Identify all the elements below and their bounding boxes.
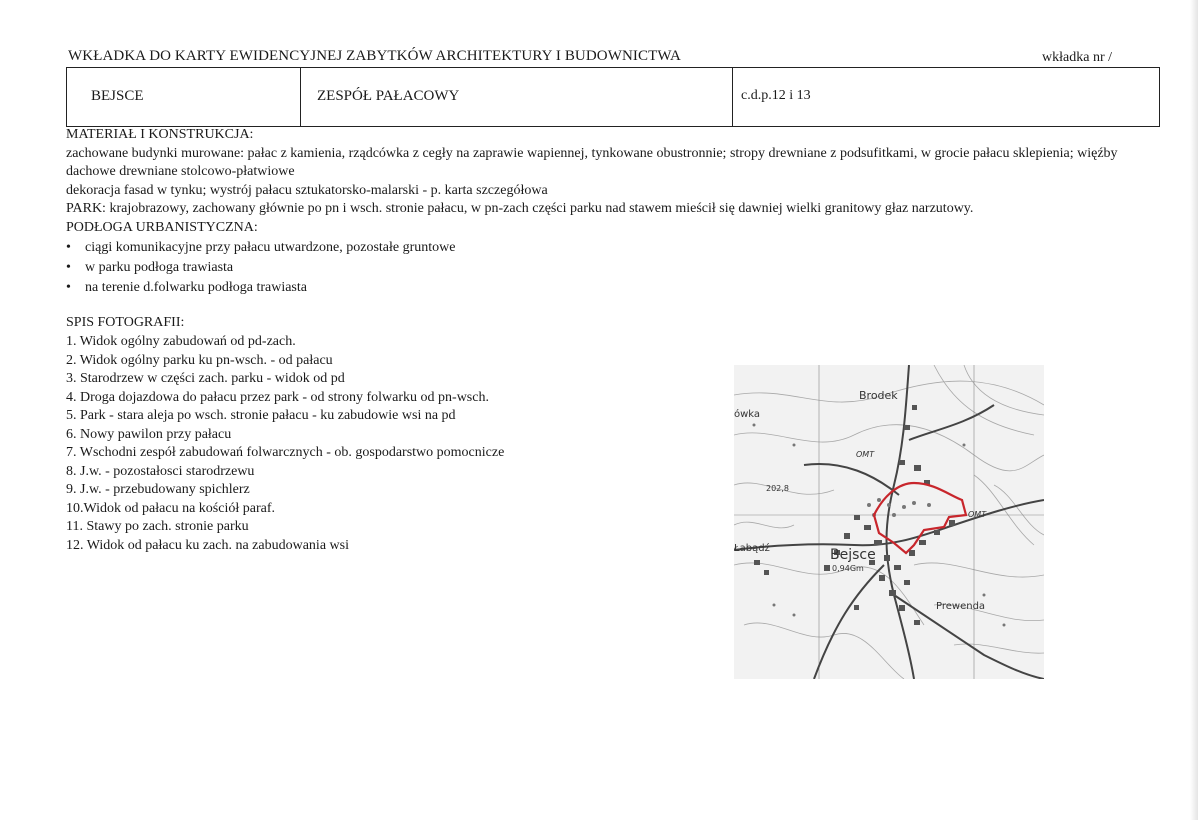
reference-cell: c.d.p.12 i 13 bbox=[741, 88, 811, 103]
map-label-bejsce: Bejsce bbox=[830, 547, 876, 563]
map-label-elevation: 202,8 bbox=[766, 484, 789, 493]
list-item: 3. Starodrzew w części zach. parku - widok od pd bbox=[66, 371, 345, 386]
list-item: 7. Wschodni zespół zabudowań folwarcznych - ob. gospodarstwo pomocnicze bbox=[66, 445, 505, 460]
map-label-gm: 0,94Gm bbox=[832, 564, 864, 573]
photos-heading: SPIS FOTOGRAFII: bbox=[66, 314, 185, 330]
map-label-prewenda: Prewenda bbox=[936, 601, 986, 612]
map-label-omt-2: OMT bbox=[968, 510, 987, 519]
list-item: • ciągi komunikacyjne przy pałacu utwardzone, pozostałe gruntowe bbox=[66, 239, 1146, 258]
map-label-owka: ówka bbox=[734, 409, 761, 420]
map-label-labadz: Łabądź bbox=[734, 543, 770, 554]
list-item: 12. Widok od pałacu ku zach. na zabudowania wsi bbox=[66, 537, 349, 553]
list-item: • w parku podłoga trawiasta bbox=[66, 259, 1146, 278]
scan-edge bbox=[1190, 0, 1198, 820]
decoration-text: dekoracja fasad w tynku; wystrój pałacu sztukatorsko-malarski - p. karta szczegółowa bbox=[66, 182, 548, 198]
list-item: 9. J.w. - przebudowany spichlerz bbox=[66, 482, 250, 497]
form-title: WKŁADKA DO KARTY EWIDENCYJNEJ ZABYTKÓW ARCHITEKTURY I BUDOWNICTWA bbox=[68, 48, 681, 64]
list-item: 10.Widok od pałacu na kościół paraf. bbox=[66, 500, 275, 516]
insert-number-label: wkładka nr / bbox=[1042, 50, 1112, 65]
material-heading: MATERIAŁ I KONSTRUKCJA: bbox=[66, 127, 254, 142]
list-item: 8. J.w. - pozostałosci starodrzewu bbox=[66, 463, 255, 479]
list-item: • na terenie d.folwarku podłoga trawiasta bbox=[66, 279, 1146, 298]
location-map bbox=[734, 365, 1044, 679]
topographic-map bbox=[734, 365, 1044, 679]
list-item: 6. Nowy pawilon przy pałacu bbox=[66, 426, 232, 442]
map-label-brodek: Brodek bbox=[859, 389, 898, 402]
list-item: 2. Widok ogólny parku ku pn-wsch. - od pałacu bbox=[66, 352, 333, 368]
urban-heading: PODŁOGA URBANISTYCZNA: bbox=[66, 219, 258, 235]
urban-list bbox=[66, 239, 1146, 298]
object-cell: ZESPÓŁ PAŁACOWY bbox=[301, 68, 733, 126]
identification-table bbox=[66, 67, 1160, 127]
place-cell: BEJSCE bbox=[67, 68, 301, 126]
park-text: PARK: krajobrazowy, zachowany głównie po pn i wsch. stronie pałacu, w pn-zach części parku nad stawem mieścił się dawniej wielki granitowy głaz narzutowy. bbox=[66, 201, 974, 216]
map-background bbox=[734, 365, 1044, 679]
material-text: zachowane budynki murowane: pałac z kamienia, rządcówka z cegły na zaprawie wapiennej, tynkowane obustronnie; stropy drewniane z podsufitkami, w grocie pałacu sklepienia; więźby dachowe drewniane stolcowo-płatwiowe bbox=[66, 145, 1118, 179]
list-item: 11. Stawy po zach. stronie parku bbox=[66, 519, 249, 534]
map-label-omt-1: OMT bbox=[856, 450, 875, 459]
list-item: 5. Park - stara aleja po wsch. stronie pałacu - ku zabudowie wsi na pd bbox=[66, 408, 456, 423]
list-item: 4. Droga dojazdowa do pałacu przez park - od strony folwarku od pn-wsch. bbox=[66, 389, 489, 405]
list-item: 1. Widok ogólny zabudowań od pd-zach. bbox=[66, 334, 296, 349]
